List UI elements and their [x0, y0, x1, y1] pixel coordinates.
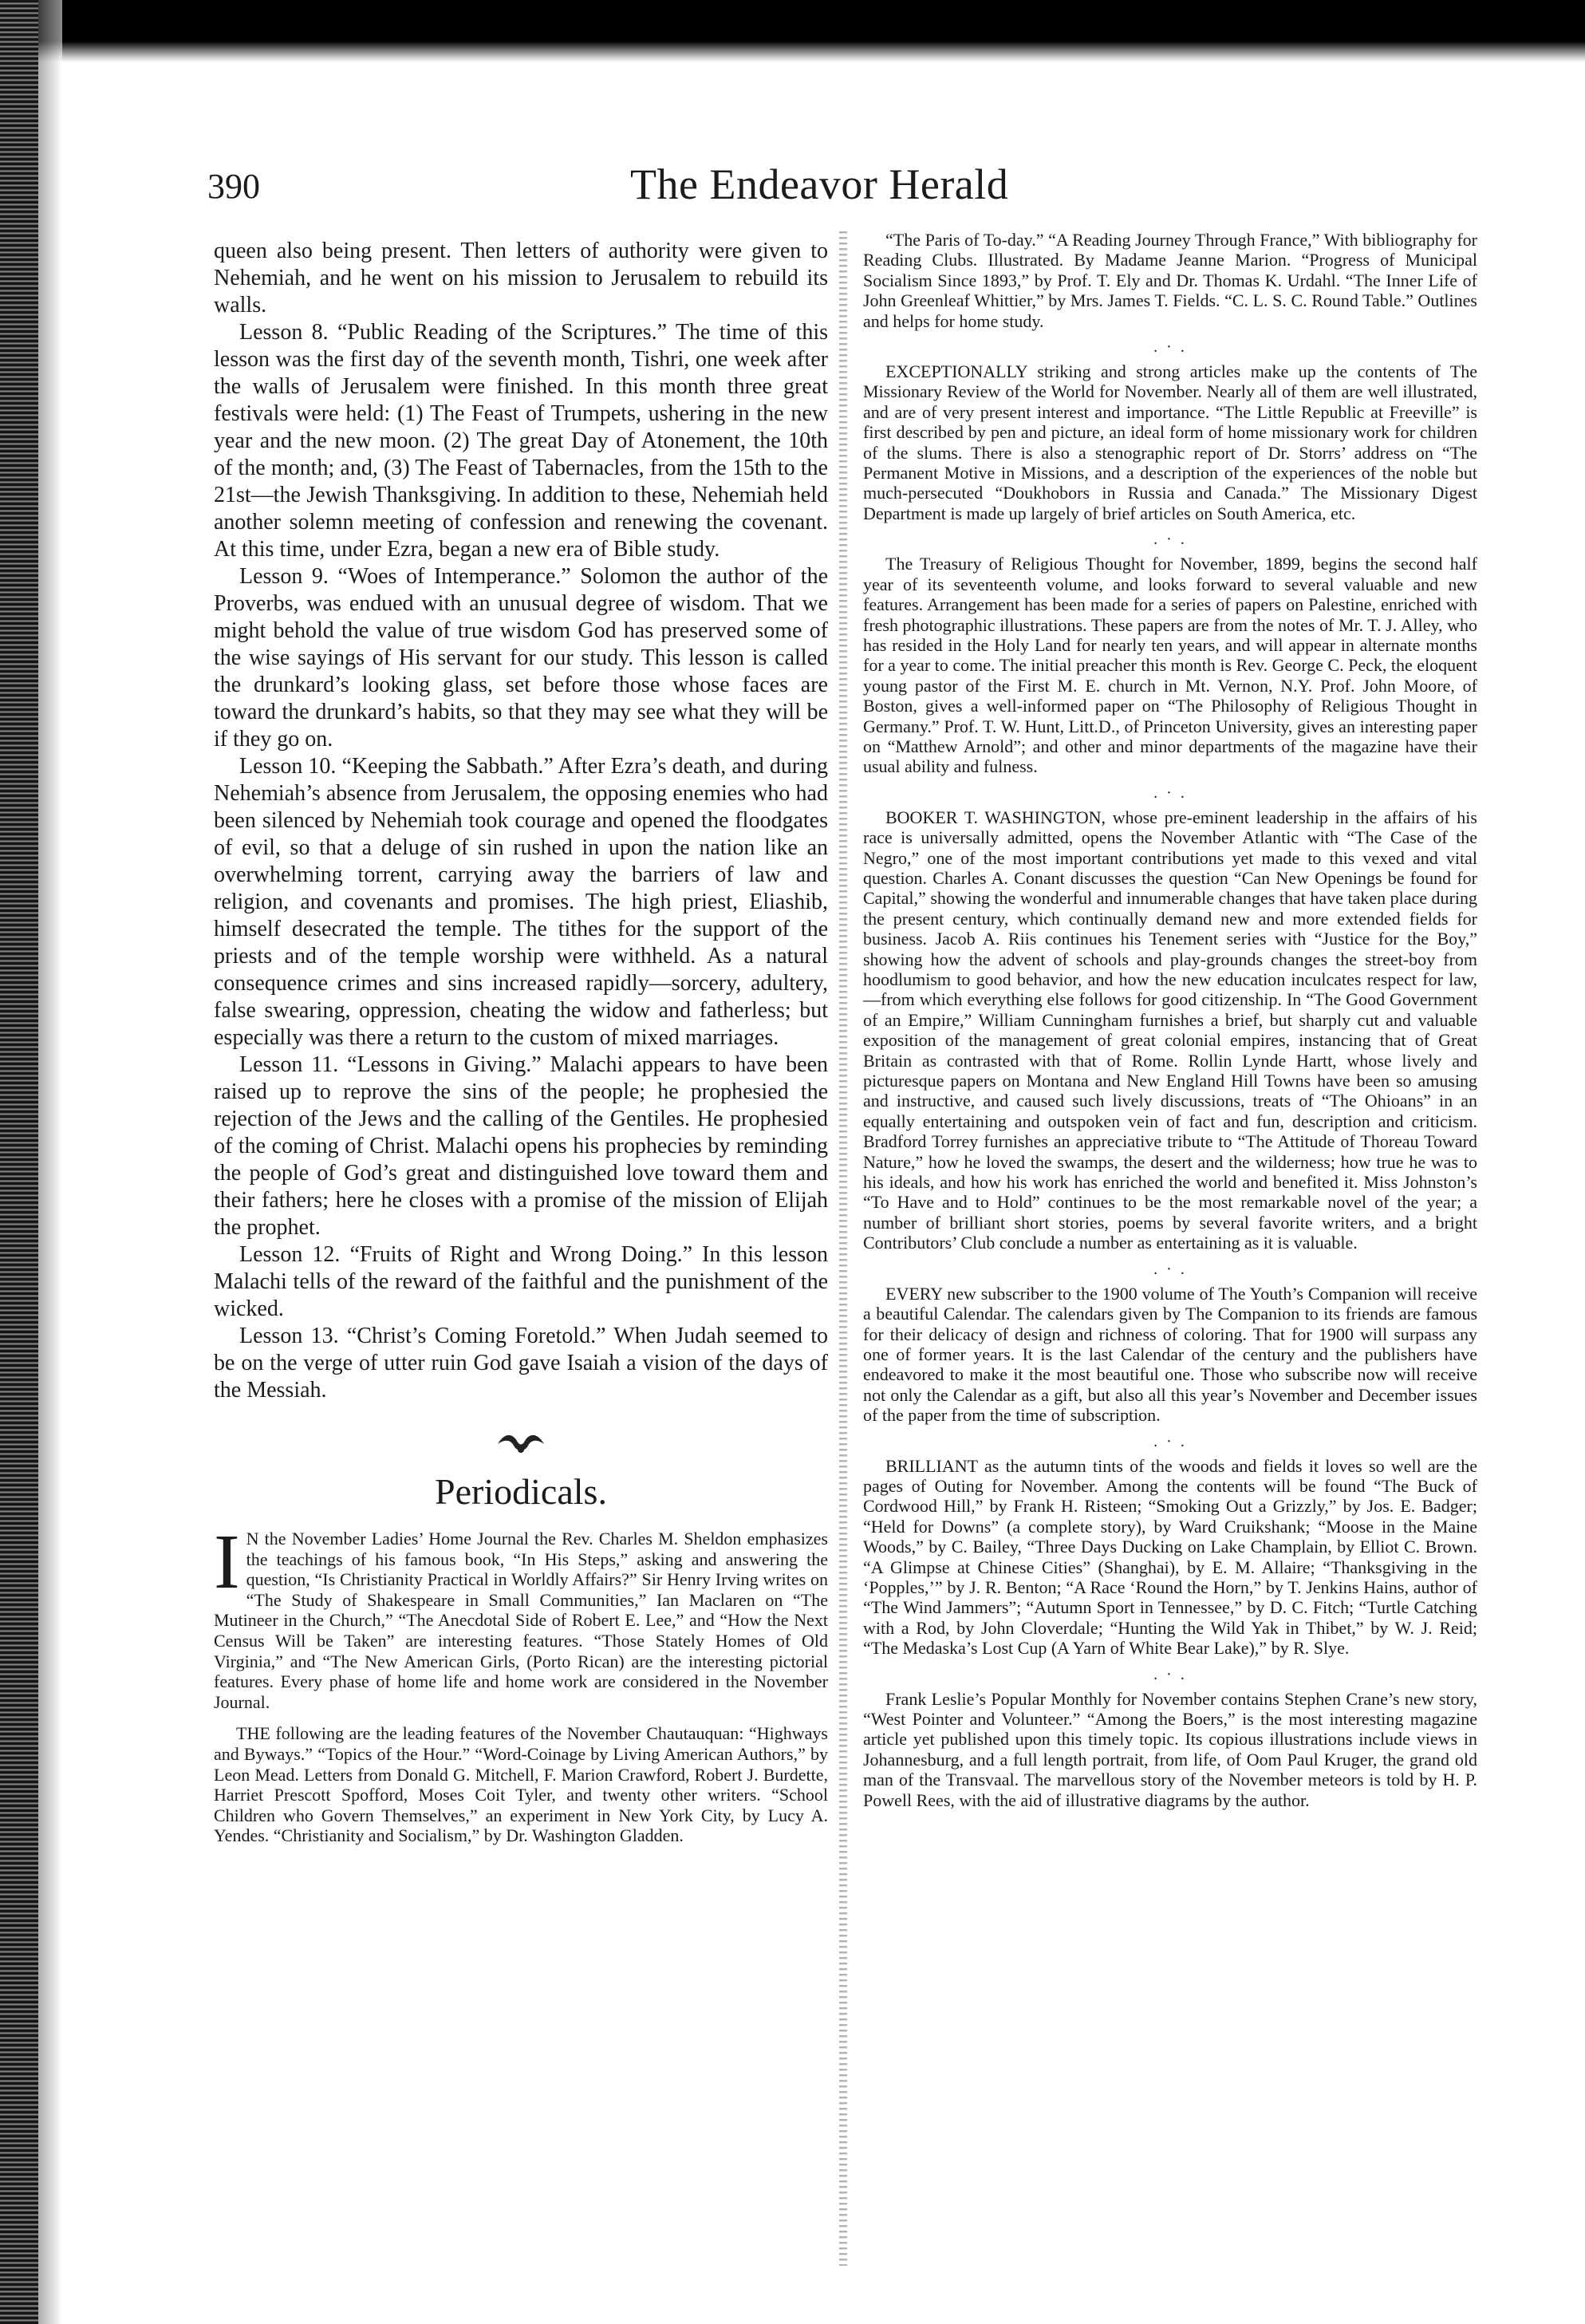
lesson-paragraph: Lesson 11. “Lessons in Giving.” Malachi appears to have been raised up to reprove the sins of the people; he prophesied the rejection of the Jews and the calling of the Gentiles. He prophesied of the coming of Christ. Malachi opens his prophecies by reminding the people of God’s great and distinguished love toward them and their fathers; here he closes with a promise of the mission of Elijah the prophet.	[214, 1052, 828, 1240]
periodicals-paragraph	[214, 1519, 828, 1712]
page-number: 390	[207, 167, 260, 206]
lesson-paragraph: Lesson 8. “Public Reading of the Scriptures.” The time of this lesson was the first day of the seventh month, Tishri, one week after the walls of Jerusalem were finished. In this month three great festivals were held: (1) The Feast of Trumpets, ushering in the new year and the new moon. (2) The great Day of Atonement, the 10th of the month; and, (3) The Feast of Tabernacles, from the 15th to the 21st—the Jewish Thanksgiving. In addition to these, Nehemiah held another solemn meeting of confession and renewing the covenant. At this time, under Ezra, began a new era of Bible study.	[214, 320, 828, 562]
binding-spine	[0, 0, 38, 2324]
running-title: The Endeavor Herald	[630, 160, 1009, 208]
scan-top-edge	[0, 0, 1585, 62]
separator-dots: . · .	[1153, 531, 1187, 549]
fleuron-icon	[493, 1428, 549, 1457]
right-column	[863, 230, 1477, 2296]
separator-dots: . · .	[1153, 1665, 1187, 1683]
review-paragraph: Frank Leslie’s Popular Monthly for November contains Stephen Crane’s new story, “West Pointer and Volunteer.” “Among the Boers,” is the most interesting magazine article yet published upon this timely topic. Its copious illustrations include views in Johannesburg, and a full length portrait, from life, of Oom Paul Kruger, the grand old man of the Transvaal. The marvellous story of the November meteors is told by H. P. Powell Rees, with the aid of illustrative diagrams by the author.	[863, 1688, 1477, 1810]
page-header	[207, 160, 1468, 215]
separator-dots: . · .	[1153, 1260, 1187, 1278]
periodicals-section	[214, 1519, 828, 1846]
lesson-paragraph: Lesson 12. “Fruits of Right and Wrong Doing.” In this lesson Malachi tells of the reward of the faithful and the punishment of the wicked.	[214, 1242, 828, 1321]
periodicals-paragraph: THE following are the leading features of the November Chautauquan: “Highways and Byways.” “Topics of the Hour.” “Word-Coinage by Living American Authors,” by Leon Mead. Letters from Donald G. Mitchell, F. Marion Crawford, Robert J. Burdette, Harriet Prescott Spofford, Moses Coit Tyler, and twenty other writers. “School Children who Govern Themselves,” an experiment in New York City, by Lucy A. Yendes. “Christianity and Socialism,” by Dr. Washington Gladden.	[214, 1723, 828, 1846]
review-paragraph: BRILLIANT as the autumn tints of the woods and fields it loves so well are the pages of Outing for November. Among the contents will be found “The Buck of Cordwood Hill,” by Frank H. Risteen; “Smoking Out a Grizzly,” by Jos. E. Badger; “Held for Downs” (a complete story), by Ward Cruikshank; “Moose in the Maine Woods,” by C. Bailey, “Three Days Ducking on Lake Champlain, by Elliot C. Brown. “A Glimpse at Chinese Cities” (Shanghai), by E. M. Allaire; “Thanksgiving in the ‘Popples,’” by J. R. Benton; “A Race ‘Round the Horn,” by T. Jenkins Hains, author of “The Wind Jammers”; “Autumn Sport in Tennessee,” by D. C. Fitch; “Turtle Catching with a Rod, by John Cloverdale; “Hunting the Wild Yak in Thibet,” by W. J. Reid; “The Medaska’s Lost Cup (A Yarn of White Bear Lake),” by R. Slye.	[863, 1455, 1477, 1659]
lesson-paragraph: Lesson 10. “Keeping the Sabbath.” After Ezra’s death, and during Nehemiah’s absence from Jerusalem, the opposing enemies who had been silenced by Nehemiah took courage and opened the floodgates of evil, so that a deluge of sin rushed in upon the nation like an overwhelming torrent, carrying away the barriers of law and religion, and covenants and promises. The high priest, Eliashib, himself desecrated the temple. The tithes for the support of the priests and of the temple worship were withheld. As a natural consequence crimes and sins increased rapidly—sorcery, adultery, false swearing, oppression, cheating the widow and fatherless; but especially was there a return to the custom of mixed marriages.	[214, 754, 828, 1050]
review-paragraph: The Treasury of Religious Thought for November, 1899, begins the second half year of its seventeenth volume, and looks forward to several valuable and new features. Arrangement has been made for a series of papers on Palestine, enriched with fresh photographic illustrations. These papers are from the notes of Mr. T. J. Alley, who has resided in the Holy Land for nearly ten years, and will appear in alternate months for a year to come. The initial preacher this month is Rev. George C. Peck, the eloquent young pastor of the First M. E. church in Mt. Vernon, N.Y. Prof. John Moore, of Boston, gives a well-informed paper on “The Philosophy of Religious Thought in Germany.” Prof. T. W. Hunt, Litt.D., of Princeton University, gives an interesting paper on “Matthew Arnold”; and other and minor departments of the magazine have their usual ability and fulness.	[863, 554, 1477, 777]
periodicals-text: N the November Ladies’ Home Journal the Rev. Charles M. Sheldon emphasizes the teachings of his famous book, “In His Steps,” asking and answering the question, “Is Christianity Practical in Worldly Affairs?” Sir Henry Irving writes on “The Study of Shakespeare in Small Communities,” Ian Maclaren on “The Mutineer in the Church,” “The Anecdotal Side of Robert E. Lee,” and “How the Next Census Will be Taken” are interesting features. “Those Stately Homes of Old Virginia,” and “The New American Girls, (Porto Rican) are the interesting pictorial features. Every phase of home life and home work are considered in the November Journal.	[214, 1529, 828, 1712]
section-title: Periodicals.	[435, 1471, 607, 1512]
separator-dots: . · .	[1153, 1432, 1187, 1450]
left-column	[214, 238, 828, 2280]
lesson-paragraph: queen also being present. Then letters of authority were given to Nehemiah, and he went on his mission to Jerusalem to rebuild its walls.	[214, 239, 828, 318]
review-paragraph: “The Paris of To-day.” “A Reading Journey Through France,” With bibliography for Reading Clubs. Illustrated. By Madame Jeanne Marion. “Progress of Municipal Socialism Since 1893,” by Prof. T. Ely and Dr. Thomas K. Urdahl. “The Inner Life of John Greenleaf Whittier,” by Mrs. James T. Fields. “C. L. S. C. Round Table.” Outlines and helps for home study.	[863, 230, 1477, 331]
lesson-paragraph: Lesson 9. “Woes of Intemperance.” Solomon the author of the Proverbs, was endued with an unusual degree of wisdom. That we might behold the value of true wisdom God has preserved some of the wise sayings of His servant for our study. This lesson is called the drunkard’s looking glass, set before those whose faces are toward the drunkard’s habits, so that they may see what they will be if they go on.	[214, 564, 828, 752]
review-paragraph: EVERY new subscriber to the 1900 volume of The Youth’s Companion will receive a beautiful Calendar. The calendars given by The Companion to its friends are famous for their delicacy of design and richness of coloring. That for 1900 will surpass any one of former years. It is the last Calendar of the century and the publishers have endeavored to make it the most beautiful one. Those who subscribe now will receive not only the Calendar as a gift, but also all this year’s November and December issues of the paper from the time of subscription.	[863, 1283, 1477, 1426]
column-gutter-bleed	[839, 231, 847, 2266]
drop-cap: I	[214, 1519, 240, 1605]
separator-dots: . · .	[1153, 338, 1187, 357]
decorative-ornament	[214, 1428, 828, 1460]
binding-shadow	[38, 0, 62, 2324]
separator-dots: . · .	[1153, 783, 1187, 802]
review-paragraph: EXCEPTIONALLY striking and strong articles make up the contents of The Missionary Review of the World for November. Nearly all of them are well illustrated, and are of very present interest and importance. “The Little Republic at Freeville” is first described by pen and picture, an ideal form of home missionary work for children of the slums. There is also a stenographic report of Dr. Storrs’ address on “The Permanent Motive in Missions, and a description of the experiences of the noble but much-persecuted “Doukhobors in Russia and Canada.” The Missionary Digest Department is made up largely of brief articles on South America, etc.	[863, 361, 1477, 523]
lesson-paragraph: Lesson 13. “Christ’s Coming Foretold.” When Judah seemed to be on the verge of utter ruin God gave Isaiah a vision of the days of the Messiah.	[214, 1324, 828, 1403]
review-paragraph: BOOKER T. WASHINGTON, whose pre-eminent leadership in the affairs of his race is universally admitted, opens the November Atlantic with “The Case of the Negro,” one of the most important contributions yet made to this vexed and vital question. Charles A. Conant discusses the question “Can New Openings be found for Capital,” showing the wonderful and innumerable changes that have taken place during the present century, which continually demand new and more extended fields for business. Jacob A. Riis continues his Tenement series with “Justice for the Boy,” showing how the advent of schools and play-grounds changes the street-boy from hoodlumism to good behavior, and how the new education inculcates respect for law,—from which everything else follows for good citizenship. In “The Good Government of an Empire,” William Cunningham furnishes a brief, but sharply cut and valuable exposition of the management of great colonial empires, instancing that of Great Britain as contrasted with that of Rome. Rollin Lynde Hartt, whose lively and picturesque papers on Montana and New England Hill Towns have been so amusing and instructive, and caused such lively discussions, treats of “The Ohioans” in an equally entertaining and outspoken vein of fact and fun, description and criticism. Bradford Torrey furnishes an appreciative tribute to “The Attitude of Thoreau Toward Nature,” how he loved the swamps, the desert and the wilderness; how true he was to his ideals, and how his work has enriched the world and benefited it. Miss Johnston’s “To Have and to Hold” continues to be the most remarkable novel of the year; a number of brilliant short stories, poems by several favorite writers, and a bright Contributors’ Club conclude a number as entertaining as it is valuable.	[863, 807, 1477, 1253]
